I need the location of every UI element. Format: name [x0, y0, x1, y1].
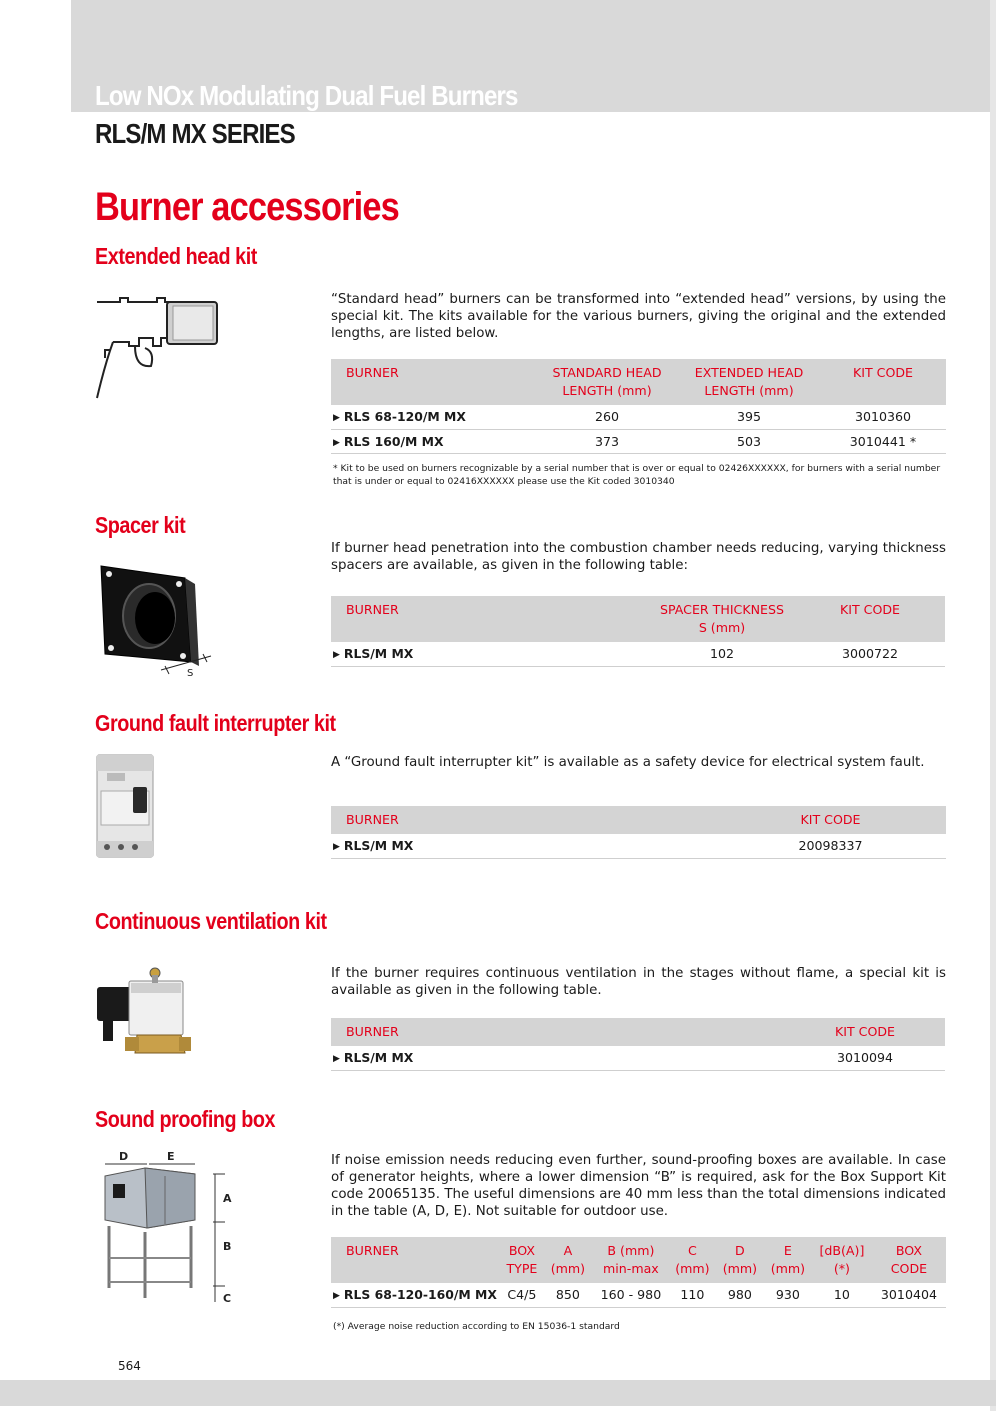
col-header-box-code: BOX CODE [872, 1237, 946, 1283]
dimension-b: 160 - 980 [593, 1283, 669, 1307]
dim-label-c: C [223, 1292, 232, 1305]
section-title-ground-fault: Ground fault interrupter kit [95, 710, 336, 736]
col-header-extended-head: EXTENDED HEAD LENGTH (mm) [678, 359, 820, 405]
section-title-spacer: Spacer kit [95, 512, 186, 538]
col-header-kit-code: KIT CODE [820, 359, 946, 405]
sound-box-table [331, 1237, 946, 1308]
burner-name: RLS/M MX [343, 1050, 414, 1066]
header-title: Low NOx Modulating Dual Fuel Burners [95, 80, 518, 111]
spacer-table [331, 596, 945, 667]
col-header-burner: BURNER [331, 806, 771, 834]
extended-head-note: * Kit to be used on burners recognizable by a serial number that is over or equal to 02426XXXXXX, for burners with a serial number that is under or equal to 02416XXXXXX please use the Kit coded 3010340 [333, 463, 941, 487]
extended-head-description: “Standard head” burners can be transformed into “extended head” versions, by using the special kit. The kits available for the various burners, giving the original and the extended lengths, are listed below. [331, 292, 946, 341]
extended-head-length: 503 [678, 429, 820, 453]
table-row [331, 405, 946, 429]
col-header-burner: BURNER [331, 1237, 501, 1283]
section-title-ventilation: Continuous ventilation kit [95, 908, 327, 934]
page-edge [990, 0, 996, 1411]
ventilation-table [331, 1018, 945, 1071]
col-header-kit-code: KIT CODE [771, 806, 946, 834]
dim-label-d: D [119, 1150, 129, 1163]
table-row [331, 429, 946, 453]
triangle-bullet-icon: ▶ [333, 1291, 340, 1302]
page-title: Burner accessories [95, 185, 399, 229]
col-header-burner: BURNER [331, 596, 649, 642]
section-title-sound-box: Sound proofing box [95, 1106, 276, 1132]
dim-label-a: A [223, 1192, 232, 1205]
ground-fault-interrupter-image [95, 751, 155, 861]
burner-name: RLS 68-120/M MX [343, 409, 466, 425]
triangle-bullet-icon: ▶ [333, 842, 340, 853]
burner-name: RLS 68-120-160/M MX [343, 1287, 497, 1303]
col-header-e: E (mm) [764, 1237, 812, 1283]
burner-name: RLS/M MX [343, 838, 414, 854]
dimension-a: 850 [543, 1283, 593, 1307]
ground-fault-description: A “Ground fault interrupter kit” is available as a safety device for electrical system fault. [331, 755, 925, 770]
col-header-b: B (mm) min-max [593, 1237, 669, 1283]
noise-reduction: 10 [812, 1283, 872, 1307]
kit-code: 3010360 [820, 405, 946, 429]
col-header-burner: BURNER [331, 1018, 811, 1046]
box-code: 3010404 [872, 1283, 946, 1307]
col-header-c: C (mm) [669, 1237, 716, 1283]
footer-band [0, 1380, 996, 1406]
table-row [331, 642, 945, 666]
kit-code: 3010094 [811, 1046, 945, 1070]
spacer-description: If burner head penetration into the combustion chamber needs reducing, varying thickness spacers are available, as given in the following table: [331, 541, 946, 573]
sound-box-note: (*) Average noise reduction according to EN 15036-1 standard [333, 1321, 620, 1332]
extended-head-kit-image [95, 294, 225, 404]
col-header-box-type: BOX TYPE [501, 1237, 543, 1283]
triangle-bullet-icon: ▶ [333, 1054, 340, 1065]
burner-name: RLS/M MX [343, 646, 414, 662]
col-header-standard-head: STANDARD HEAD LENGTH (mm) [536, 359, 678, 405]
extended-head-table [331, 359, 946, 454]
dimension-e: 930 [764, 1283, 812, 1307]
col-header-burner: BURNER [331, 359, 536, 405]
burner-name: RLS 160/M MX [343, 433, 444, 449]
standard-head-length: 260 [536, 405, 678, 429]
sound-box-description: If noise emission needs reducing even further, sound-proofing boxes are available. In case of generator heights, where a lower dimension “B” is required, ask for the Box Support Kit code 20065135. The useful dimensions are 40 mm less than the total dimensions indicated in the table (A, D, E). Not suitable for outdoor use. [331, 1153, 946, 1219]
spacer-s-label: S [187, 668, 194, 679]
spacer-thickness: 102 [649, 642, 795, 666]
col-header-d: D (mm) [716, 1237, 764, 1283]
ground-fault-table [331, 806, 946, 859]
ventilation-valve-image [95, 963, 195, 1063]
dim-label-e: E [167, 1150, 175, 1163]
col-header-noise-reduction: [dB(A)] (*) [812, 1237, 872, 1283]
kit-code: 3010441 * [820, 429, 946, 453]
spacer-kit-image [95, 562, 215, 682]
col-header-kit-code: KIT CODE [795, 596, 945, 642]
sound-proofing-box-image [95, 1148, 240, 1308]
page-number: 564 [118, 1359, 141, 1373]
table-row [331, 834, 946, 858]
col-header-spacer-thickness: SPACER THICKNESS S (mm) [649, 596, 795, 642]
dimension-d: 980 [716, 1283, 764, 1307]
table-row [331, 1283, 946, 1307]
col-header-kit-code: KIT CODE [811, 1018, 945, 1046]
extended-head-length: 395 [678, 405, 820, 429]
box-type: C4/5 [501, 1283, 543, 1307]
dim-label-b: B [223, 1240, 232, 1253]
triangle-bullet-icon: ▶ [333, 413, 340, 424]
section-title-extended-head: Extended head kit [95, 243, 257, 269]
triangle-bullet-icon: ▶ [333, 650, 340, 661]
kit-code: 3000722 [795, 642, 945, 666]
series-title: RLS/M MX SERIES [95, 118, 295, 149]
dimension-c: 110 [669, 1283, 716, 1307]
col-header-a: A (mm) [543, 1237, 593, 1283]
kit-code: 20098337 [771, 834, 946, 858]
triangle-bullet-icon: ▶ [333, 437, 340, 448]
ventilation-description: If the burner requires continuous ventilation in the stages without flame, a special kit is available as given in the following table. [331, 966, 946, 998]
standard-head-length: 373 [536, 429, 678, 453]
table-row [331, 1046, 945, 1070]
